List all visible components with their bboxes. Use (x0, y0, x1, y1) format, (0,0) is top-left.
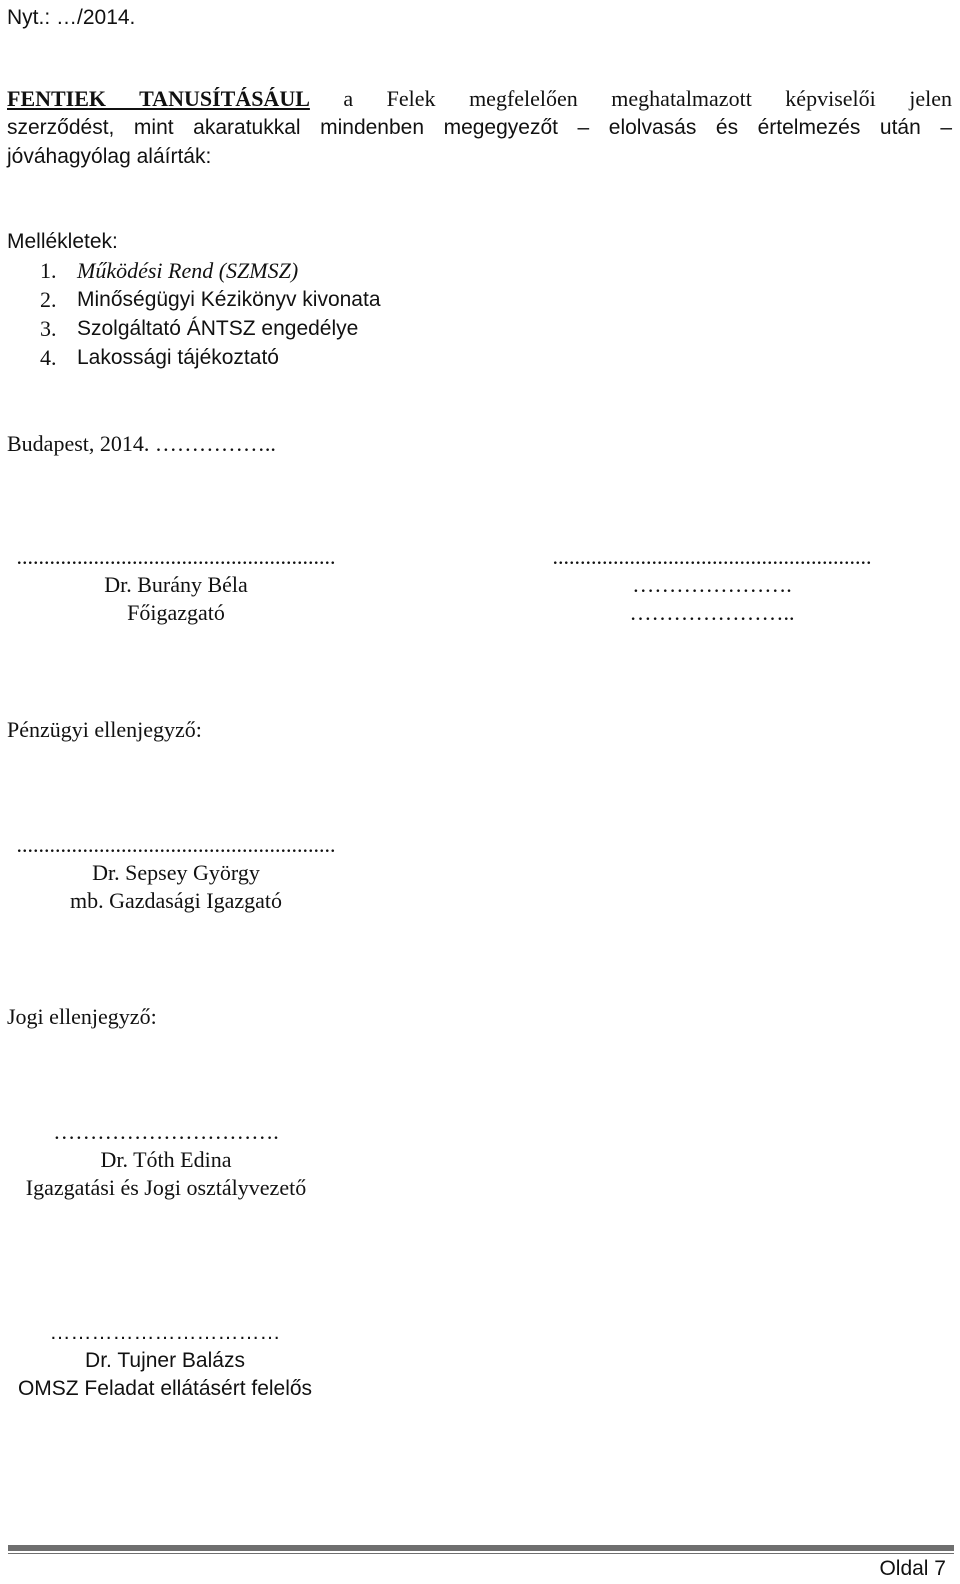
signature-line: .......................................................... (16, 832, 336, 857)
signature-line: .......................................................... (552, 544, 872, 569)
signatory-name: Dr. Tujner Balázs (85, 1349, 245, 1372)
closing-line-1 (7, 84, 952, 113)
financial-label: Pénzügyi ellenjegyző: (7, 717, 202, 742)
closing-line-2: szerződést, mint akaratukkal mindenben megegyezőt – elolvasás és értelmezés után – (7, 116, 952, 139)
attachment-num-3: 3. (40, 316, 57, 341)
signature-line: …………………………. (53, 1119, 279, 1144)
attachment-num-2: 2. (40, 287, 57, 312)
signatory-title: ………………….. (629, 600, 795, 625)
attachment-item-2: Minőségügyi Kézikönyv kivonata (77, 288, 381, 311)
signatory-name: …………………. (632, 572, 792, 597)
signatory-name: Dr. Burány Béla (104, 572, 248, 597)
signature-line: …………………………… (49, 1321, 281, 1344)
signature-legal (0, 1118, 332, 1202)
attachment-text-italic: Működési Rend (SZMSZ) (77, 258, 299, 283)
closing-line-1-rest: a Felek megfelelően meghatalmazott képviselői jelen (343, 86, 953, 111)
signatory-name: Dr. Sepsey György (92, 860, 260, 885)
attachment-num-4: 4. (40, 345, 57, 370)
signatory-title: Igazgatási és Jogi osztályvezető (25, 1175, 307, 1200)
attachment-item-4: Lakossági tájékoztató (77, 346, 279, 369)
attachment-item-1 (77, 257, 298, 285)
signature-left (0, 543, 352, 627)
signatory-title: mb. Gazdasági Igazgató (70, 888, 282, 913)
signature-right (536, 543, 888, 627)
signature-line: .......................................................... (16, 544, 336, 569)
place-date: Budapest, 2014. …………….. (7, 431, 276, 456)
page-number: Oldal 7 (879, 1557, 946, 1580)
footer-rule-thick (8, 1545, 954, 1551)
legal-label: Jogi ellenjegyző: (7, 1004, 157, 1029)
attachment-item-3: Szolgáltató ÁNTSZ engedélye (77, 317, 359, 340)
signature-omsz (0, 1319, 330, 1403)
signatory-title: OMSZ Feladat ellátásért felelős (17, 1377, 313, 1400)
attachments-heading: Mellékletek: (7, 230, 118, 253)
closing-line-3: jóváhagyólag aláírták: (7, 145, 212, 168)
footer-rule-thin (8, 1553, 954, 1554)
signatory-title: Főigazgató (127, 600, 225, 625)
signatory-name: Dr. Tóth Edina (100, 1147, 232, 1172)
closing-lead-bold: FENTIEK TANUSÍTÁSÁUL (7, 86, 310, 111)
attachment-num-1: 1. (40, 258, 57, 283)
signature-financial (0, 831, 352, 915)
reference-number: Nyt.: …/2014. (7, 6, 136, 29)
